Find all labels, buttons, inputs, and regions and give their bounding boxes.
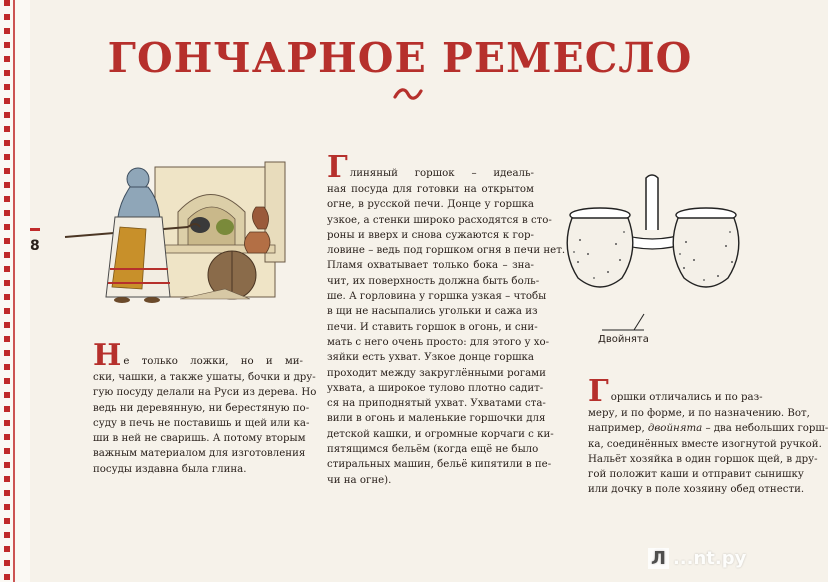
dropcap: Н xyxy=(93,338,122,373)
border-dots xyxy=(4,0,10,582)
dropcap: Г xyxy=(588,374,609,409)
text-line: вили в огонь и маленькие горшочки для xyxy=(327,413,546,425)
text-line: посуды издавна была глина. xyxy=(93,463,247,475)
text-line: Нальёт хозяйка в один горшок щей, в дру- xyxy=(588,453,818,465)
site-watermark xyxy=(648,548,746,569)
text-line: стиральных машин, бельё кипятили в пе- xyxy=(327,459,552,471)
text-line: ше. А горловина у горшка узкая – чтобы xyxy=(327,291,547,303)
text-line: ши в ней не сваришь. А потому вторым xyxy=(93,433,306,445)
text-line: в щи не насыпались угольки и сажа из xyxy=(327,306,538,318)
text-line: узкое, а стенки широко расходятся в сто- xyxy=(327,214,552,226)
watermark-text: ...nt.ру xyxy=(672,548,747,569)
text-line: например, двойнята – два небольших горш- xyxy=(588,423,828,435)
text-line: е только ложки, но и ми- xyxy=(123,356,303,367)
text-line: роны и вверх и снова сужаются к гор- xyxy=(327,229,534,241)
text-line: ведь ни деревянную, ни берестяную по- xyxy=(93,402,310,414)
text-line: гую посуду делали на Руси из дерева. Но xyxy=(93,387,317,399)
text-line: чи на огне). xyxy=(327,474,392,486)
text-line: ухвата, а широкое тулово плотно садит- xyxy=(327,382,544,394)
text-line: детской кашки, и огромные корчаги с ки- xyxy=(327,428,554,440)
text-line: мать с него очень просто: для этого у хо- xyxy=(327,336,550,348)
caption-leader-line xyxy=(600,310,660,334)
image-caption: Двойнята xyxy=(598,334,649,345)
text-line: чит, их поверхность должна быть боль- xyxy=(327,275,540,287)
page-number-mark xyxy=(30,228,40,231)
page-number: 8 xyxy=(30,238,40,254)
term-emphasis: двойнята xyxy=(647,423,703,435)
border-line xyxy=(13,0,15,582)
text-line: ка, соединённых вместе изогнутой ручкой. xyxy=(588,438,822,450)
text-line: ски, чашки, а также ушаты, бочки и дру- xyxy=(93,372,316,383)
text-line: огне, в русской печи. Донце у горшка xyxy=(327,199,534,211)
text-line: Пламя охватывает только бока – зна- xyxy=(327,260,534,272)
text-block-double-pot xyxy=(588,374,828,498)
text-line: пятящимся бельём (когда ещё не было xyxy=(327,444,539,456)
dropcap: Г xyxy=(327,150,348,185)
text-line: суду в печь не поставишь и щей или ка- xyxy=(93,417,310,429)
text-block-pot xyxy=(327,150,566,488)
text-line: зяйки есть ухват. Узкое донце горшка xyxy=(327,352,534,364)
text-line: важным материалом для изготовления xyxy=(93,448,306,460)
double-pot-illustration xyxy=(560,170,755,305)
text-line: ловине – ведь под горшком огня в печи нет. xyxy=(327,245,566,257)
text-line: печи. И ставить горшок в огонь, и сни- xyxy=(327,321,538,333)
text-line: ная посуда для готовки на открытом xyxy=(327,184,534,195)
decorative-border xyxy=(0,0,30,582)
text-line: гой положит каши и отправит сынишку xyxy=(588,469,804,481)
text-block-wood xyxy=(93,338,317,477)
text-line: или дочку в поле хозяину обед отнести. xyxy=(588,484,805,496)
stove-illustration xyxy=(60,157,300,307)
text-line: меру, и по форме, и по назначению. Вот, xyxy=(588,408,810,419)
text-line: ся на приподнятый ухват. Ухватами ста- xyxy=(327,398,546,410)
text-line: проходит между закруглёнными рогами xyxy=(327,367,546,379)
text-line: оршки отличались и по раз- xyxy=(610,392,763,403)
watermark-badge: Л xyxy=(648,548,669,569)
page-title: ГОНЧАРНОЕ РЕМЕСЛО xyxy=(107,34,693,82)
tilde-ornament-icon xyxy=(393,84,423,104)
text-line: линяный горшок – идеаль- xyxy=(349,168,534,179)
